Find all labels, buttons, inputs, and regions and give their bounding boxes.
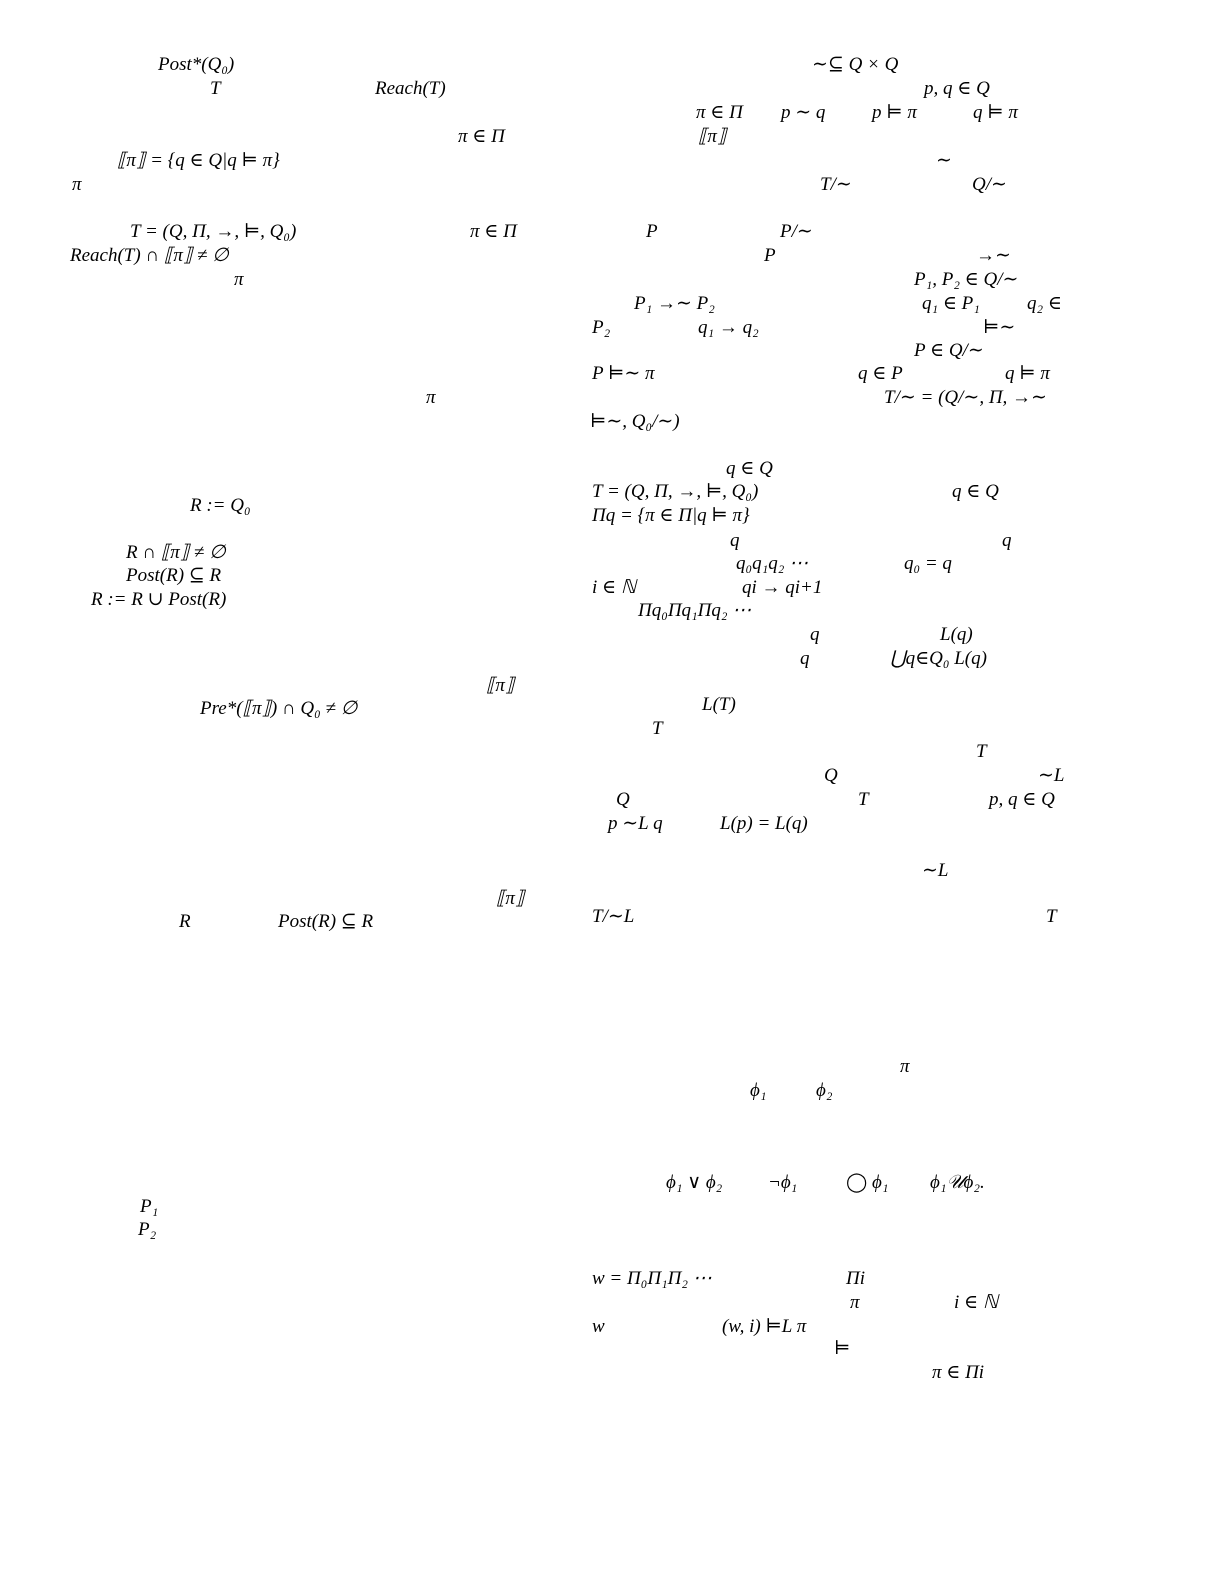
formula: q ∈ Q: [726, 458, 773, 479]
formula: i ∈ ℕ: [592, 577, 637, 598]
formula: ∼L: [922, 860, 949, 881]
formula: ⟦π⟧: [496, 888, 525, 909]
formula: T = (Q, Π, →, ⊨, Q₀): [592, 481, 759, 502]
formula: P: [764, 245, 776, 266]
formula: q ∈ P: [858, 363, 903, 384]
formula: T/∼L: [592, 906, 635, 927]
formula: T = (Q, Π, →, ⊨, Q₀): [130, 221, 297, 242]
formula: T: [1046, 906, 1057, 927]
formula: q₀ = q: [904, 553, 952, 574]
formula: ϕ₁: [750, 1080, 767, 1101]
formula: ¬ϕ₁: [768, 1172, 798, 1193]
formula: P₁: [140, 1196, 159, 1217]
formula: P₁, P₂ ∈ Q/∼: [914, 269, 1019, 290]
formula: L(T): [702, 694, 736, 715]
formula: L(q): [940, 624, 973, 645]
formula: q₁ → q₂: [698, 317, 759, 338]
formula: P₂: [138, 1219, 157, 1240]
formula: ∼L: [1038, 765, 1065, 786]
formula: w: [592, 1316, 605, 1337]
formula: Post*(Q₀): [158, 54, 235, 75]
formula: p ∼L q: [608, 813, 663, 834]
formula: ϕ₂: [816, 1080, 833, 1101]
formula: R ∩ ⟦π⟧ ≠ ∅: [126, 542, 226, 563]
formula: π: [850, 1292, 860, 1313]
formula: π: [72, 174, 82, 195]
formula: Reach(T): [375, 78, 446, 99]
formula: q ∈ Q: [952, 481, 999, 502]
formula: q: [800, 648, 810, 669]
formula: ϕ₁𝒰ϕ₂.: [930, 1172, 985, 1193]
formula: T/∼: [820, 174, 852, 195]
formula: qi → qi+1: [742, 577, 823, 598]
formula: P/∼: [780, 221, 813, 242]
formula: P₁ →∼ P₂: [634, 293, 715, 314]
formula: Q/∼: [972, 174, 1007, 195]
formula: T: [858, 789, 869, 810]
formula: ⊨∼, Q₀/∼): [590, 411, 680, 432]
formula: π: [426, 387, 436, 408]
formula: R := R ∪ Post(R): [91, 589, 227, 610]
formula: (w, i) ⊨L π: [722, 1316, 807, 1337]
formula: Pre*(⟦π⟧) ∩ Q₀ ≠ ∅: [200, 698, 358, 719]
formula: π ∈ Π: [470, 221, 517, 242]
formula: R: [179, 911, 191, 932]
formula: q: [810, 624, 820, 645]
formula: T: [210, 78, 221, 99]
formula: Q: [824, 765, 838, 786]
formula: L(p) = L(q): [720, 813, 808, 834]
formula: P₂: [592, 317, 611, 338]
formula: ⟦π⟧: [698, 126, 727, 147]
formula: Q: [616, 789, 630, 810]
formula: p ∼ q: [781, 102, 826, 123]
formula: ⟦π⟧ = {q ∈ Q|q ⊨ π}: [117, 150, 280, 171]
formula: Πi: [846, 1268, 865, 1289]
formula: q ⊨ π: [1005, 363, 1050, 384]
formula: ⟦π⟧: [486, 675, 515, 696]
formula: q ⊨ π: [973, 102, 1018, 123]
formula: Post(R) ⊆ R: [126, 565, 222, 586]
formula: q₁ ∈ P₁: [922, 293, 980, 314]
formula: ⊨: [834, 1338, 851, 1359]
formula: π ∈ Π: [696, 102, 743, 123]
formula: Reach(T) ∩ ⟦π⟧ ≠ ∅: [70, 245, 229, 266]
formula: Πq = {π ∈ Π|q ⊨ π}: [592, 505, 750, 526]
formula: P ⊨∼ π: [592, 363, 655, 384]
formula: P: [646, 221, 658, 242]
formula: ∼⊆ Q × Q: [812, 54, 899, 75]
formula: T/∼ = (Q/∼, Π, →∼: [884, 387, 1047, 408]
formula: R := Q₀: [190, 495, 251, 516]
formula: →∼: [976, 245, 1011, 266]
formula: π ∈ Πi: [932, 1362, 985, 1383]
formula: p, q ∈ Q: [924, 78, 990, 99]
formula: Πq₀Πq₁Πq₂ ⋯: [638, 600, 752, 621]
formula: π ∈ Π: [458, 126, 505, 147]
formula: T: [652, 718, 663, 739]
formula: π: [234, 269, 244, 290]
formula: P ∈ Q/∼: [914, 340, 984, 361]
formula: p, q ∈ Q: [989, 789, 1055, 810]
formula: q₀q₁q₂ ⋯: [736, 553, 809, 574]
formula: q₂ ∈: [1027, 293, 1062, 314]
formula: ∼: [936, 150, 952, 171]
formula: q: [1002, 530, 1012, 551]
formula: w = Π₀Π₁Π₂ ⋯: [592, 1268, 712, 1289]
formula: T: [976, 741, 987, 762]
formula: ϕ₁ ∨ ϕ₂: [666, 1172, 723, 1193]
formula: ◯ ϕ₁: [846, 1172, 889, 1193]
formula: q: [730, 530, 740, 551]
formula: ⋃q∈Q₀ L(q): [890, 648, 987, 669]
formula: Post(R) ⊆ R: [278, 911, 374, 932]
formula: i ∈ ℕ: [954, 1292, 999, 1313]
formula: π: [900, 1056, 910, 1077]
formula: ⊨∼: [983, 317, 1016, 338]
formula: p ⊨ π: [872, 102, 917, 123]
